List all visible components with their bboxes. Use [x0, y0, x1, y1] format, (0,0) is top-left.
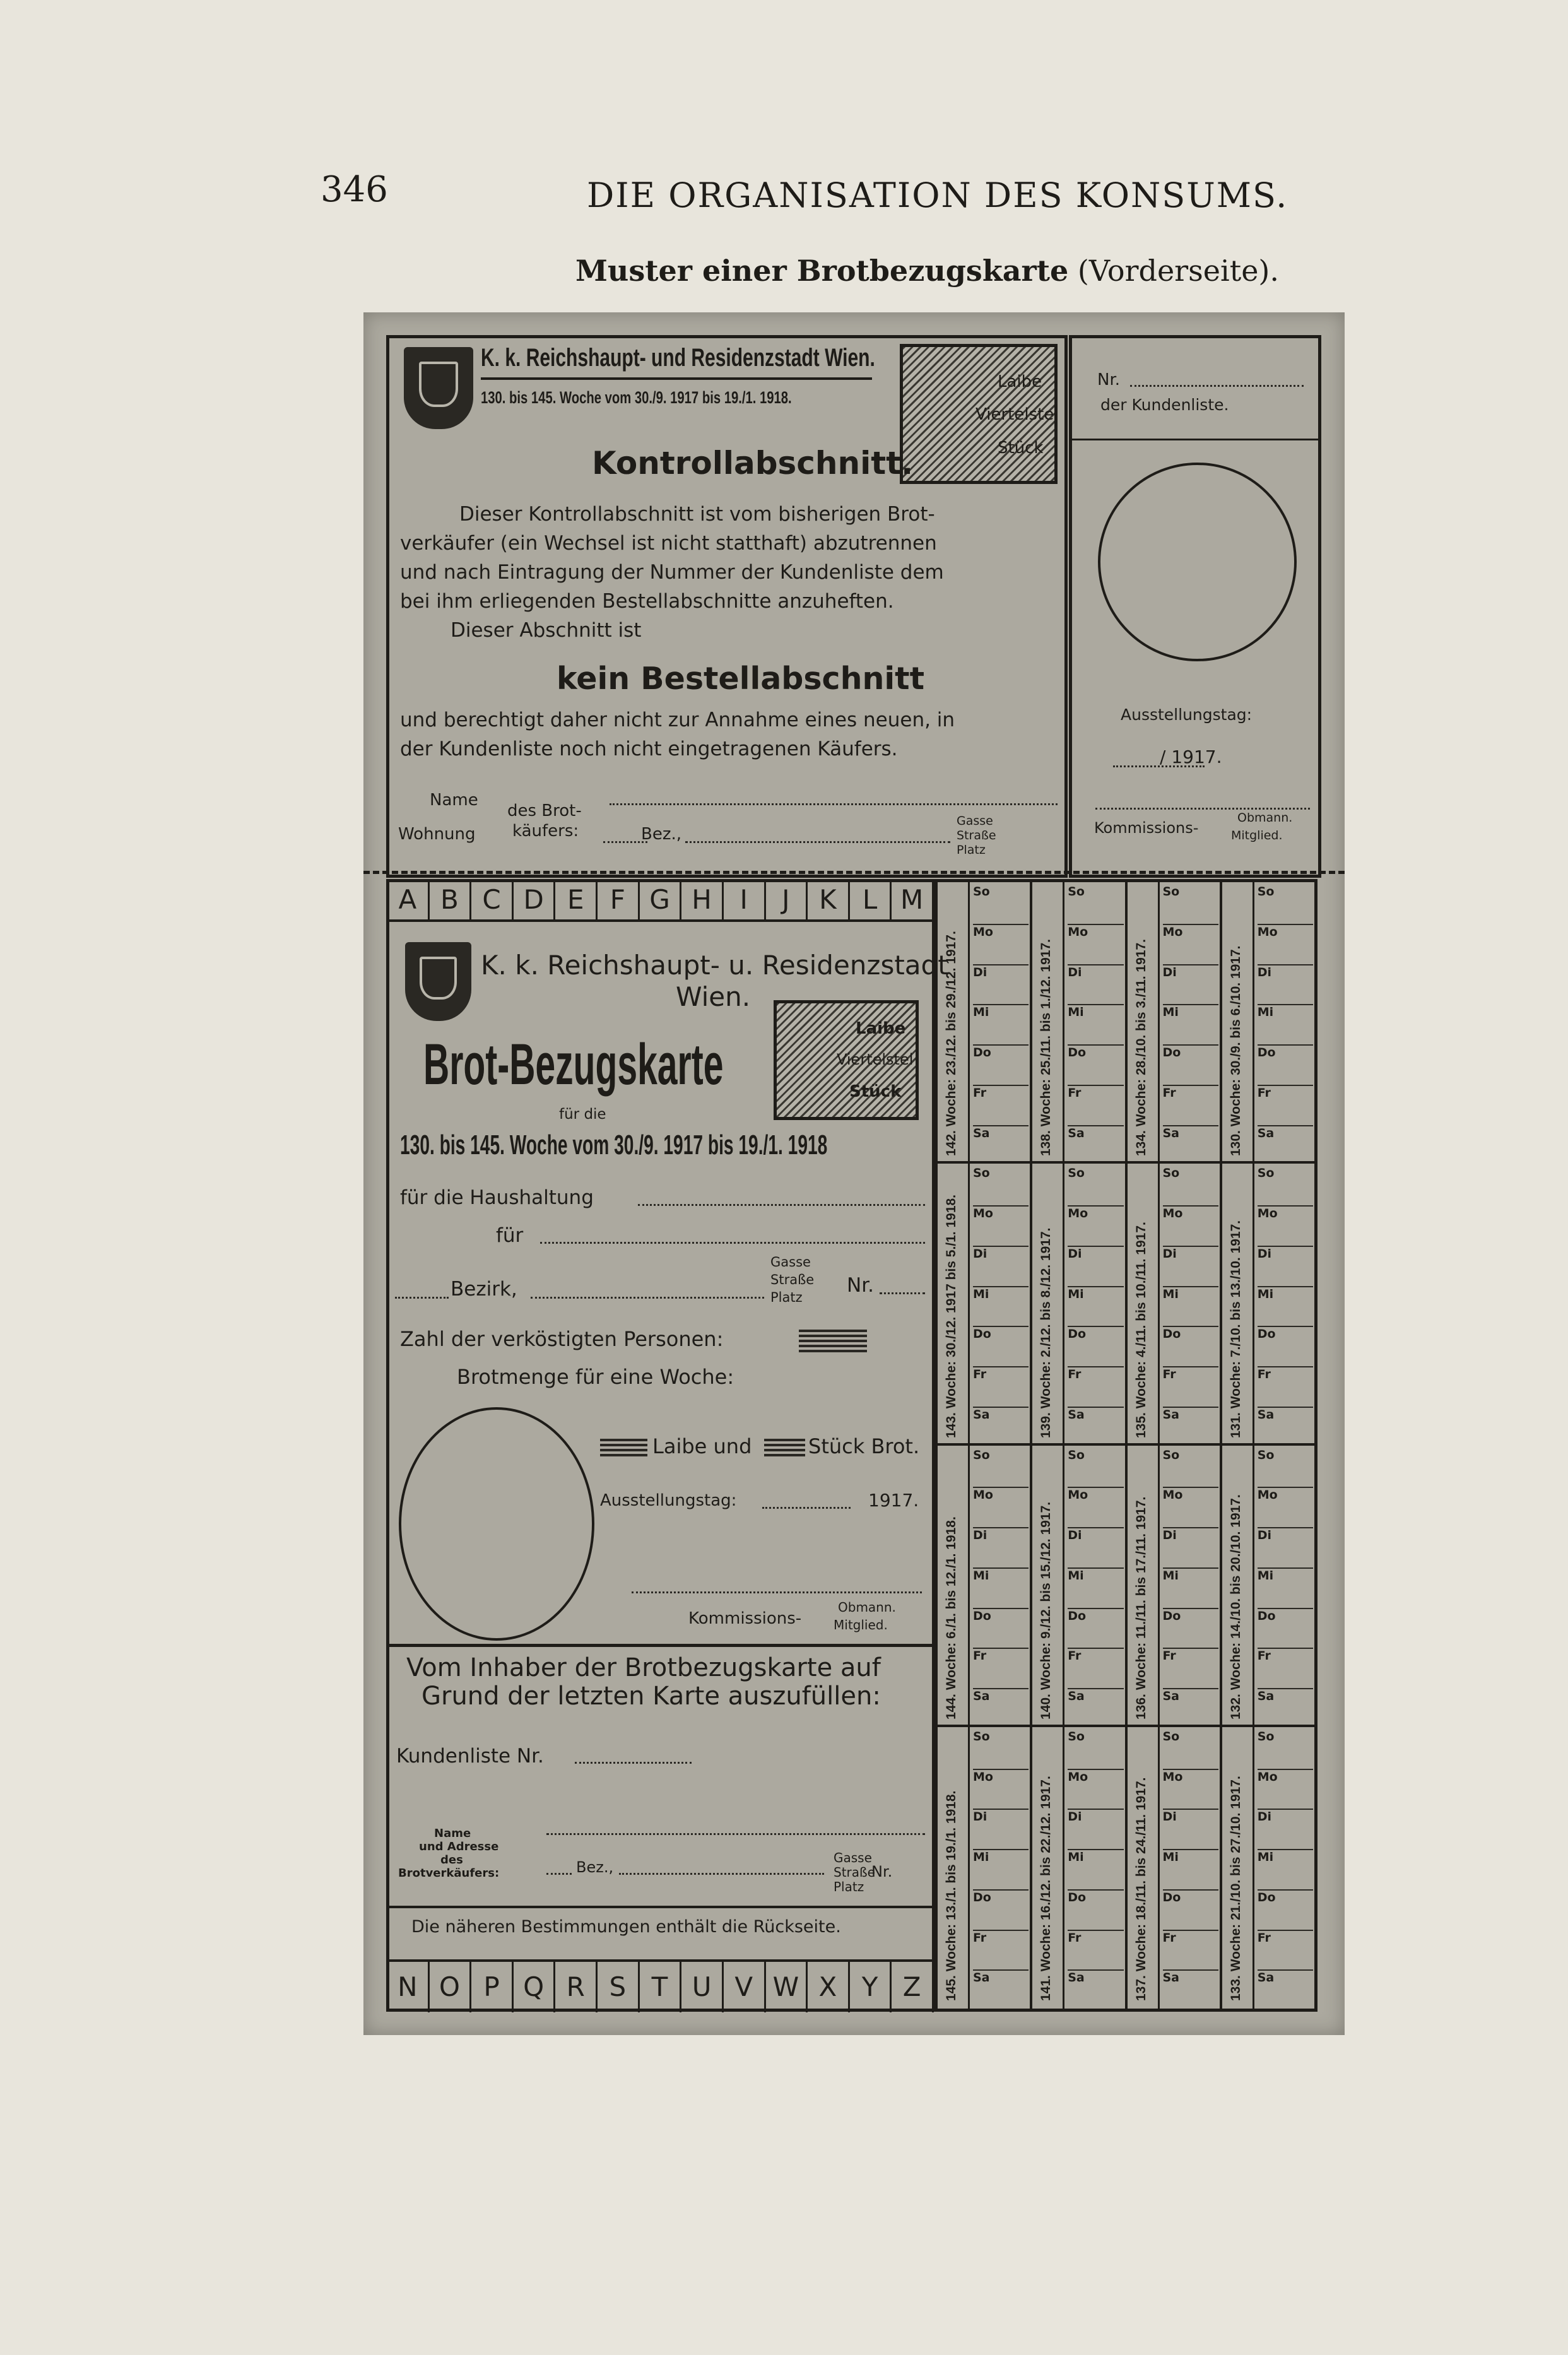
card-authority-line2: Wien. [676, 981, 751, 1012]
day-cell: So [973, 1730, 1029, 1770]
week-label: 143. Woche: 30./12. 1917 bis 5./1. 1918. [944, 1194, 958, 1438]
week-coupon [935, 1446, 1030, 1727]
day-cell: Di [1163, 1528, 1218, 1569]
card-platz: Platz [770, 1290, 803, 1305]
card-haushaltung-field [638, 1204, 925, 1206]
day-cell: Mo [1068, 1770, 1123, 1810]
day-cell: Mi [1258, 1287, 1313, 1328]
stub-street-field [685, 841, 950, 843]
card-bezirk-label: Bezirk, [451, 1278, 517, 1301]
day-cell: Mi [1068, 1005, 1123, 1046]
day-cell: Mi [973, 1005, 1029, 1046]
card-name-adresse-3: des [440, 1853, 463, 1867]
day-cell: So [1258, 885, 1313, 925]
week-coupon [1030, 882, 1124, 1164]
card-kundenliste-label: Kundenliste Nr. [396, 1745, 544, 1768]
letter-cell: L [850, 880, 892, 919]
card-stueck-value [764, 1439, 805, 1458]
week-coupon [1125, 1727, 1220, 2009]
week-coupon [1220, 1727, 1314, 2009]
day-cell: Do [1258, 1609, 1313, 1650]
day-cell: Mi [1258, 1569, 1313, 1609]
stub-bez-label: Bez., [641, 825, 682, 844]
card-footer-rule [389, 1906, 933, 1908]
day-cell: Fr [1068, 1086, 1123, 1126]
day-cell: Mi [1163, 1005, 1218, 1046]
week-coupon [1125, 882, 1220, 1164]
stub-photo-oval [1098, 463, 1297, 661]
stub-text-line: Dieser Kontrollabschnitt ist vom bisherigen Brot- [459, 503, 935, 526]
card-street-field [531, 1297, 764, 1299]
card-year: 1917. [868, 1490, 919, 1511]
week-label: 138. Woche: 25./11. bis 1./12. 1917. [1039, 939, 1054, 1157]
stub-obmann: Obmann. [1237, 811, 1293, 825]
card-vendor-strasse: Straße [834, 1865, 875, 1880]
stub-text-line: verkäufer (ein Wechsel ist nicht statthaft) abzutrennen [400, 532, 937, 555]
card-bezirk-num-field [395, 1297, 449, 1299]
week-label-divider [1063, 1446, 1064, 1725]
day-cell: Do [1163, 1327, 1218, 1367]
stub-stamp-laibe: Laibe [998, 372, 1042, 391]
card-vendor-bez: Bez., [576, 1858, 614, 1876]
card-mitglied: Mitglied. [834, 1617, 888, 1632]
day-cell: Fr [1258, 1086, 1313, 1126]
letter-cell: D [514, 880, 556, 919]
card-fuer-label: für [496, 1224, 524, 1247]
week-label-divider [968, 882, 970, 1161]
letter-cell: Z [892, 1962, 934, 2012]
letter-row-top [387, 880, 934, 922]
card-date-field [762, 1507, 851, 1509]
day-cell: Mi [973, 1850, 1029, 1891]
day-cell: Mo [1258, 1207, 1313, 1247]
stub-text-2 [400, 705, 955, 764]
day-cell: Di [973, 965, 1029, 1006]
day-cell: Fr [1163, 1649, 1218, 1689]
day-cell: Di [973, 1810, 1029, 1850]
day-cell: So [1163, 1730, 1218, 1770]
stub-wohnung-label: Wohnung [398, 825, 476, 844]
letter-cell: S [598, 1962, 640, 2012]
day-cell: Di [1163, 1810, 1218, 1850]
card-fuer-die: für die [559, 1106, 606, 1123]
week-coupon [1030, 1446, 1124, 1727]
day-cell: Di [1068, 1247, 1123, 1287]
week-coupon [935, 1727, 1030, 2009]
week-coupon [1125, 1446, 1220, 1727]
week-label-divider [1063, 1164, 1064, 1443]
stub-kein-bestellabschnitt: kein Bestellabschnitt [557, 661, 924, 697]
letter-cell: I [724, 880, 766, 919]
card-stamp-laibe: Laibe [856, 1019, 906, 1038]
day-cell: So [1163, 1166, 1218, 1207]
letter-cell: U [681, 1962, 724, 2012]
day-cell: Fr [1068, 1649, 1123, 1689]
day-cell: Fr [1163, 1086, 1218, 1126]
page-number: 346 [321, 169, 388, 210]
week-label-divider [968, 1727, 970, 2009]
week-label-divider [1063, 882, 1064, 1161]
day-cell: Do [973, 1609, 1029, 1650]
card-gasse: Gasse [770, 1254, 811, 1270]
day-cell: So [973, 1166, 1029, 1207]
vienna-crest-icon [405, 942, 471, 1021]
week-label: 133. Woche: 21./10. bis 27./10. 1917. [1228, 1776, 1243, 2001]
week-coupon-grid [935, 879, 1317, 2012]
day-cell: Mo [1163, 1488, 1218, 1528]
stub-mitglied: Mitglied. [1231, 829, 1283, 842]
day-cell: Sa [973, 1689, 990, 1703]
letter-cell: E [555, 880, 598, 919]
letter-cell: T [640, 1962, 682, 2012]
caption-bold: Muster einer Brotbezugskarte [575, 254, 1069, 288]
day-cell: So [1163, 885, 1218, 925]
card-vendor-street-field [619, 1873, 824, 1875]
card-stueck-brot: Stück Brot. [808, 1434, 920, 1458]
card-vendor-platz: Platz [834, 1879, 864, 1894]
letter-cell: P [471, 1962, 514, 2012]
stub-name-label: Name [430, 791, 478, 810]
day-cell: Do [1258, 1046, 1313, 1086]
letter-cell: Q [514, 1962, 556, 2012]
day-cell: Di [1068, 1528, 1123, 1569]
stub-text [400, 500, 1063, 645]
day-cell: Sa [1068, 1407, 1085, 1422]
stub-text-line: der Kundenliste noch nicht eingetragenen Käufers. [400, 738, 898, 760]
letter-cell: F [598, 880, 640, 919]
card-photo-oval [399, 1407, 594, 1641]
week-label: 134. Woche: 28./10. bis 3./11. 1917. [1133, 939, 1148, 1157]
day-cell: Fr [1068, 1367, 1123, 1408]
day-cell: Sa [973, 1971, 990, 1985]
card-kommission: Kommissions- [688, 1609, 802, 1628]
week-coupon [1220, 882, 1314, 1164]
stub-stamp [900, 344, 1058, 484]
stub-weeks: 130. bis 145. Woche vom 30./9. 1917 bis 19./1. 1918. [481, 388, 792, 407]
week-label: 140. Woche: 9./12. bis 15./12. 1917. [1039, 1501, 1054, 1720]
day-cell: Sa [1257, 1126, 1275, 1140]
stub-kaeufers: käufers: [512, 822, 579, 841]
day-cell: Fr [1163, 1367, 1218, 1408]
day-cell: Fr [973, 1931, 1029, 1971]
card-personen-value [799, 1330, 867, 1352]
letter-cell: W [766, 1962, 808, 2012]
day-cell: So [1068, 1166, 1123, 1207]
day-cell: Do [1068, 1327, 1123, 1367]
letter-cell: N [387, 1962, 430, 2012]
stub-des-brot: des Brot- [507, 801, 582, 820]
card-nr-label: Nr. [847, 1274, 874, 1297]
day-cell: Sa [1068, 1126, 1085, 1140]
day-cell: Fr [973, 1367, 1029, 1408]
day-cell: Sa [1068, 1971, 1085, 1985]
day-cell: Do [973, 1327, 1029, 1367]
day-cell: Mi [1258, 1850, 1313, 1891]
week-coupon [1030, 1164, 1124, 1445]
letter-cell: O [430, 1962, 472, 2012]
day-cell: Mi [1068, 1569, 1123, 1609]
day-cell: Do [1258, 1891, 1313, 1931]
letter-cell: R [555, 1962, 598, 2012]
day-cell: Do [1163, 1891, 1218, 1931]
vienna-crest-icon [404, 347, 473, 429]
day-cell: So [1068, 1448, 1123, 1489]
day-cell: Do [1258, 1327, 1313, 1367]
stub-stamp-viertel: Viertelstel [976, 405, 1059, 424]
week-label-divider [968, 1164, 970, 1443]
week-label: 139. Woche: 2./12. bis 8./12. 1917. [1039, 1227, 1054, 1438]
card-name-adresse-1: Name [434, 1827, 471, 1840]
card-stamp [774, 1000, 919, 1120]
letter-cell: A [387, 880, 430, 919]
day-cell: So [973, 885, 1029, 925]
week-coupon [1220, 1446, 1314, 1727]
day-cell: Sa [1257, 1689, 1275, 1703]
day-cell: Do [973, 1046, 1029, 1086]
day-cell: Di [1163, 965, 1218, 1006]
day-cell: Fr [973, 1086, 1029, 1126]
stub-text-line: und nach Eintragung der Nummer der Kundenliste dem [400, 561, 944, 584]
day-cell: Mi [1258, 1005, 1313, 1046]
week-label: 145. Woche: 13./1. bis 19./1. 1918. [944, 1790, 958, 2001]
letter-row-bottom [387, 1959, 934, 2012]
letter-cell: C [471, 880, 514, 919]
week-label: 130. Woche: 30./9. bis 6./10. 1917. [1228, 945, 1243, 1157]
letter-cell: G [640, 880, 682, 919]
week-coupon [1220, 1164, 1314, 1445]
week-coupon [1030, 1727, 1124, 2009]
letter-cell: Y [850, 1962, 892, 2012]
letter-cell: M [892, 880, 934, 919]
card-vendor-nr: Nr. [871, 1863, 893, 1880]
day-cell: Sa [1162, 1407, 1180, 1422]
day-cell: Mi [1163, 1850, 1218, 1891]
day-cell: Fr [1068, 1931, 1123, 1971]
week-label-divider [1158, 882, 1160, 1161]
card-vendor-bez-field [546, 1873, 572, 1875]
card-authority-line1: K. k. Reichshaupt- u. Residenzstadt [481, 950, 948, 981]
day-cell: Mi [1163, 1569, 1218, 1609]
letter-cell: J [766, 880, 808, 919]
day-cell: Do [1068, 1609, 1123, 1650]
day-cell: Do [1163, 1609, 1218, 1650]
bread-card-photo [363, 312, 1345, 2035]
day-cell: Do [1068, 1891, 1123, 1931]
day-cell: Di [1258, 1528, 1313, 1569]
day-cell: So [1068, 885, 1123, 925]
stub-text-line: bei ihm erliegenden Bestellabschnitte anzuheften. [400, 590, 894, 613]
week-label-divider [1253, 1727, 1254, 2009]
card-laibe-value [600, 1439, 647, 1458]
day-cell: Do [1163, 1046, 1218, 1086]
day-cell: Di [1068, 1810, 1123, 1850]
day-cell: So [1258, 1166, 1313, 1207]
card-nr-field [880, 1292, 925, 1294]
day-cell: Do [1068, 1046, 1123, 1086]
caption-rest: (Vorderseite). [1068, 254, 1279, 288]
card-obmann: Obmann. [838, 1600, 896, 1615]
card-brotmenge-label: Brotmenge für eine Woche: [457, 1365, 734, 1389]
card-inhaber-line1: Vom Inhaber der Brotbezugskarte auf [406, 1653, 881, 1682]
stub-text-line: Dieser Abschnitt ist [451, 619, 642, 642]
day-cell: Mo [973, 925, 1029, 965]
day-cell: Mo [1068, 925, 1123, 965]
card-haushaltung-label: für die Haushaltung [400, 1186, 594, 1209]
day-cell: Di [973, 1247, 1029, 1287]
day-cell: Di [1068, 965, 1123, 1006]
day-cell: Mi [1068, 1287, 1123, 1328]
week-label-divider [1158, 1446, 1160, 1725]
stub-signature-field [1095, 808, 1310, 810]
day-cell: Mi [1163, 1287, 1218, 1328]
figure-caption [575, 254, 1279, 288]
perforation-line [363, 871, 1345, 874]
card-footer-text: Die näheren Bestimmungen enthält die Rückseite. [411, 1917, 841, 1937]
day-cell: Fr [1258, 1649, 1313, 1689]
day-cell: Mo [973, 1770, 1029, 1810]
stub-gasse: Gasse [957, 814, 993, 828]
stub-ausstellungstag: Ausstellungstag: [1121, 705, 1253, 724]
running-head: DIE ORGANISATION DES KONSUMS. [587, 175, 1288, 215]
stub-text-line: und berechtigt daher nicht zur Annahme eines neuen, in [400, 709, 955, 731]
letter-cell: K [808, 880, 850, 919]
day-cell: Mi [1068, 1850, 1123, 1891]
day-cell: Fr [1258, 1367, 1313, 1408]
day-cell: Sa [1257, 1407, 1275, 1422]
week-label: 137. Woche: 18./11. bis 24./11. 1917. [1133, 1777, 1148, 2001]
day-cell: Mo [1163, 925, 1218, 965]
card-stamp-stueck: Stück [849, 1082, 902, 1101]
day-cell: Sa [1257, 1971, 1275, 1985]
letter-cell: X [808, 1962, 850, 2012]
week-coupon [935, 882, 1030, 1164]
day-cell: Mo [1163, 1207, 1218, 1247]
day-cell: So [1068, 1730, 1123, 1770]
day-cell: Mo [1258, 1488, 1313, 1528]
day-cell: Sa [973, 1407, 990, 1422]
day-cell: Sa [1162, 1971, 1180, 1985]
day-cell: Mi [973, 1287, 1029, 1328]
card-signature-field [632, 1591, 922, 1593]
day-cell: Mo [1068, 1207, 1123, 1247]
day-cell: Sa [1162, 1689, 1180, 1703]
card-fuer-field [540, 1242, 925, 1244]
day-cell: Sa [1068, 1689, 1085, 1703]
card-vendor-gasse: Gasse [834, 1850, 872, 1865]
stub-date-year: / 1917. [1160, 747, 1222, 767]
day-cell: So [973, 1448, 1029, 1489]
day-cell: So [1163, 1448, 1218, 1489]
day-cell: Sa [1162, 1126, 1180, 1140]
week-label-divider [1253, 882, 1254, 1161]
card-personen-label: Zahl der verköstigten Personen: [400, 1327, 724, 1351]
card-name-adresse-4: Brotverkäufers: [398, 1867, 500, 1880]
stub-nr-field [1130, 385, 1304, 387]
day-cell: Mo [1163, 1770, 1218, 1810]
letter-cell: V [724, 1962, 766, 2012]
day-cell: Sa [973, 1126, 990, 1140]
week-label: 132. Woche: 14./10. bis 20./10. 1917. [1228, 1494, 1243, 1720]
card-laibe-und: Laibe und [652, 1434, 752, 1458]
week-label: 144. Woche: 6./1. bis 12./1. 1918. [944, 1516, 958, 1720]
day-cell: Mi [973, 1569, 1029, 1609]
stub-authority: K. k. Reichshaupt- und Residenzstadt Wien. [481, 344, 875, 372]
letter-cell: B [430, 880, 472, 919]
letter-cell: H [681, 880, 724, 919]
day-cell: Di [1258, 1810, 1313, 1850]
stub-kundenliste-label: der Kundenliste. [1100, 396, 1229, 414]
stub-title: Kontrollabschnitt. [592, 445, 914, 481]
day-cell: So [1258, 1730, 1313, 1770]
day-cell: Mo [973, 1488, 1029, 1528]
card-vendor-name-field [546, 1833, 925, 1835]
day-cell: Di [1258, 1247, 1313, 1287]
week-label-divider [1158, 1727, 1160, 2009]
day-cell: Mo [973, 1207, 1029, 1247]
day-cell: Fr [1258, 1931, 1313, 1971]
week-coupon [1125, 1164, 1220, 1445]
stub-right-rule [1071, 439, 1319, 440]
week-label-divider [1063, 1727, 1064, 2009]
week-label-divider [1253, 1164, 1254, 1443]
week-label-divider [1253, 1446, 1254, 1725]
day-cell: Fr [1163, 1931, 1218, 1971]
stub-name-field [610, 803, 1058, 805]
card-kundenliste-field [575, 1762, 692, 1764]
day-cell: Di [973, 1528, 1029, 1569]
card-inhaber-line2: Grund der letzten Karte auszufüllen: [421, 1682, 881, 1711]
card-stamp-viertel: Viertelstel [837, 1051, 914, 1068]
day-cell: Mo [1068, 1488, 1123, 1528]
card-divider [389, 1644, 933, 1647]
stub-stamp-stueck: Stück [998, 439, 1044, 457]
week-label: 135. Woche: 4./11. bis 10./11. 1917. [1133, 1221, 1148, 1438]
week-label: 142. Woche: 23./12. bis 29./12. 1917. [944, 931, 958, 1157]
card-ausstellungstag: Ausstellungstag: [600, 1491, 737, 1510]
card-name-adresse-2: und Adresse [419, 1840, 499, 1853]
day-cell: Mo [1258, 1770, 1313, 1810]
week-coupon [935, 1164, 1030, 1445]
day-cell: Fr [973, 1649, 1029, 1689]
stub-kommission: Kommissions- [1094, 819, 1199, 837]
day-cell: Do [973, 1891, 1029, 1931]
card-strasse: Straße [770, 1272, 815, 1287]
stub-authority-rule [481, 377, 872, 380]
stub-platz: Platz [957, 843, 986, 857]
stub-nr-label: Nr. [1097, 370, 1121, 389]
day-cell: Mo [1258, 925, 1313, 965]
day-cell: So [1258, 1448, 1313, 1489]
week-label-divider [968, 1446, 970, 1725]
week-label: 136. Woche: 11./11. bis 17./11. 1917. [1133, 1496, 1148, 1720]
day-cell: Di [1258, 965, 1313, 1006]
card-weeks: 130. bis 145. Woche vom 30./9. 1917 bis 19./1. 1918 [400, 1130, 828, 1160]
week-label: 131. Woche: 7./10. bis 13./10. 1917. [1228, 1220, 1243, 1438]
stub-strasse: Straße [957, 829, 996, 842]
day-cell: Di [1163, 1247, 1218, 1287]
week-label-divider [1158, 1164, 1160, 1443]
week-label: 141. Woche: 16./12. bis 22./12. 1917. [1039, 1776, 1054, 2001]
card-title: Brot-Bezugskarte [423, 1032, 724, 1097]
